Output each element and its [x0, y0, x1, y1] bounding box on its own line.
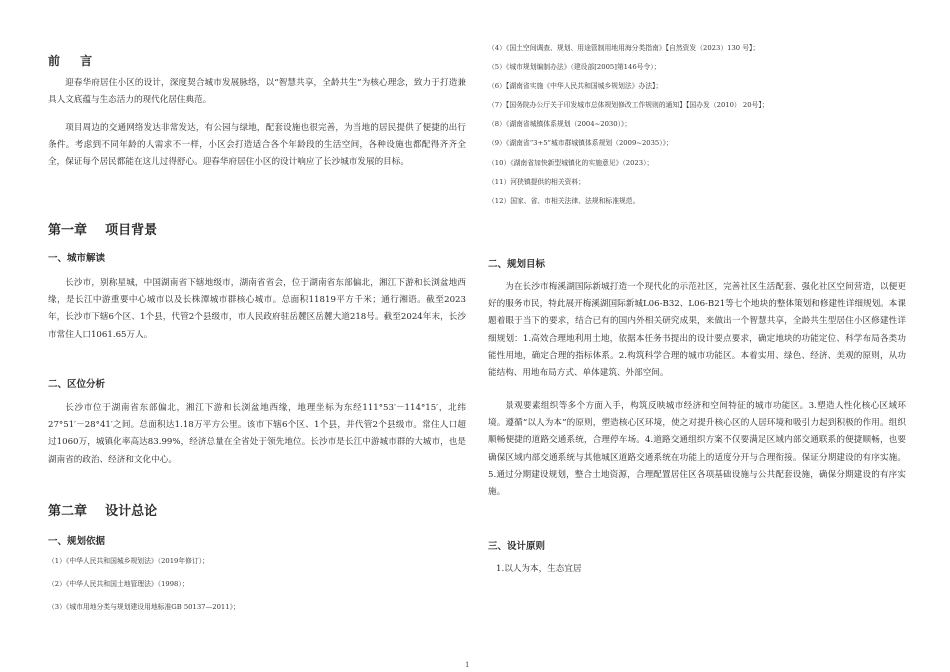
design-principle-item-1: 1.以人为本，生态宜居	[496, 564, 582, 574]
list-item: （12）国家、省、市相关法律、法规和标准规范。	[488, 196, 640, 205]
list-item: （2）《中华人民共和国土地管理法》（1998）；	[48, 579, 189, 588]
city-interpretation-heading: 一、城市解读	[48, 253, 106, 264]
list-item: （5）《城市规划编制办法》（建设部[2005]第146号令）；	[488, 63, 661, 72]
list-item: （9）《湖南省“3+5”城市群城镇体系规划（2009~2035）》；	[488, 139, 673, 148]
preface-paragraph-2: 项目周边的交通网络发达非常发达，有公园与绿地，配套设施也很完善，为当地的居民提供了便捷的出行条件。考虑到不同年龄的人需求不一样，小区会打造适合各个年龄段的生活空间，各种设施也都配得齐齐全全，保证每个居民都能在这儿过得舒心。迎春华府居住小区的设计响应了长沙城市发展的目标。	[48, 123, 466, 168]
planning-basis-heading: 一、规划依据	[48, 536, 106, 547]
list-item: （10）《湖南省加快新型城镇化的实施意见》（2023）；	[488, 158, 654, 167]
list-item: （11）河狭镇提供的相关资料；	[488, 177, 586, 186]
chapter-1-title: 第一章 项目背景	[48, 223, 158, 238]
design-principle-heading: 三、设计原则	[488, 541, 546, 552]
city-interpretation-text: 长沙市，别称星城，中国湖南省下辖地级市，湖南省省会，位于湖南省东部偏北，湘江下游和长浏盆地西缘，是长江中游重要中心城市以及长株潭城市群核心城市。总面积11819平方千米；通行湘语。截至2023年，长沙市下辖6个区、1个县，代管2个县级市，市人民政府驻岳麓区岳麓大道218号。截至2024年末，长沙市常住人口1061.65万人。	[48, 278, 466, 340]
preface-paragraph-1: 迎春华府居住小区的设计，深度契合城市发展脉络，以“智慧共享，全龄共生”为核心理念，致力于打造兼具人文底蕴与生态活力的现代化居住典范。	[48, 78, 466, 106]
planning-basis-list-left	[48, 556, 240, 625]
list-item: （7）【国务院办公厅关于印发城市总体规划修改工作规则的通知】【国办发（2010） 20号】；	[488, 101, 769, 110]
page-number: 1	[465, 661, 470, 669]
planning-goal-heading: 二、规划目标	[488, 259, 546, 270]
preface-title: 前 言	[48, 54, 101, 68]
list-item: （6）【湖南省实施《中华人民共和国城乡规划法》办法】；	[488, 82, 663, 91]
location-analysis-heading: 二、区位分析	[48, 379, 106, 390]
list-item: （3）《城市用地分类与规划建设用地标准GB 50137—2011》；	[48, 602, 240, 611]
chapter-2-title: 第二章 设计总论	[48, 504, 158, 519]
list-item: （8）《湖南省城镇体系规划（2004~2030）》；	[488, 120, 632, 129]
list-item: （1）《中华人民共和国城乡规划法》（2019年修订）；	[48, 557, 209, 565]
planning-goal-paragraph-1: 为在长沙市梅溪湖国际新城打造一个现代化的示范社区，完善社区生活配套、强化社区空间营造，以便更好的服务市民，特此展开梅溪湖国际新城L06-B32、L06-B21等七个地块的整体策划和修建性详细规划。本课题着眼于当下的要求，结合已有的国内外相关研究成果，来做出一个智慧共享，全龄共生型居住小区修建性详细规划：1.高效合理地利用土地，依据本任务书提出的设计要点要求，确定地块的功能定位、科学布局各类功能性用地，确定合理的指标体系。2.构筑科学合理的城市功能区。本着实用、绿色、经济、美观的原则，从功能结构、用地布局方式、单体建筑、外部空间。	[488, 282, 906, 379]
planning-basis-list-right	[488, 43, 769, 215]
planning-goal-paragraph-2: 景观要素组织等多个方面入手，构筑反映城市经济和空间特征的城市功能区。3.塑造人性化核心区域环境。遵循“以人为本”的原则，塑造核心区环境，使之对提升核心区的人居环境和吸引力起到积极的作用。组织顺畅便捷的道路交通系统，合理停车场。4.道路交通组织方案不仅要满足区域内部交通联系的便捷顺畅，也要确保区域内部交通系统与其他城区道路交通系统在功能上的适度分开与合理衔接。保证分期建设的有序实施。5.通过分期建设规划，整合土地资源，合理配置居住区各项基础设施与公共配套设施，确保分期建设的有序实施。	[488, 401, 906, 498]
list-item: （4）《国土空间调查、规划、用途管制用地用海分类指南》【自然资发（2023）130 号】；	[488, 44, 760, 52]
location-analysis-text: 长沙市位于湖南省东部偏北，湘江下游和长浏盆地西缘，地理坐标为东经111°53′－114°15′，北纬27°51′－28°41′之间。总面积达1.18万平方公里。该市下辖6个区、1个县，并代管2个县级市。常住人口超过1060万，城镇化率高达83.99%，经济总量在全省处于领先地位。长沙市是长江中游城市群的大城市，也是湖南省的政治、经济和文化中心。	[48, 403, 466, 465]
